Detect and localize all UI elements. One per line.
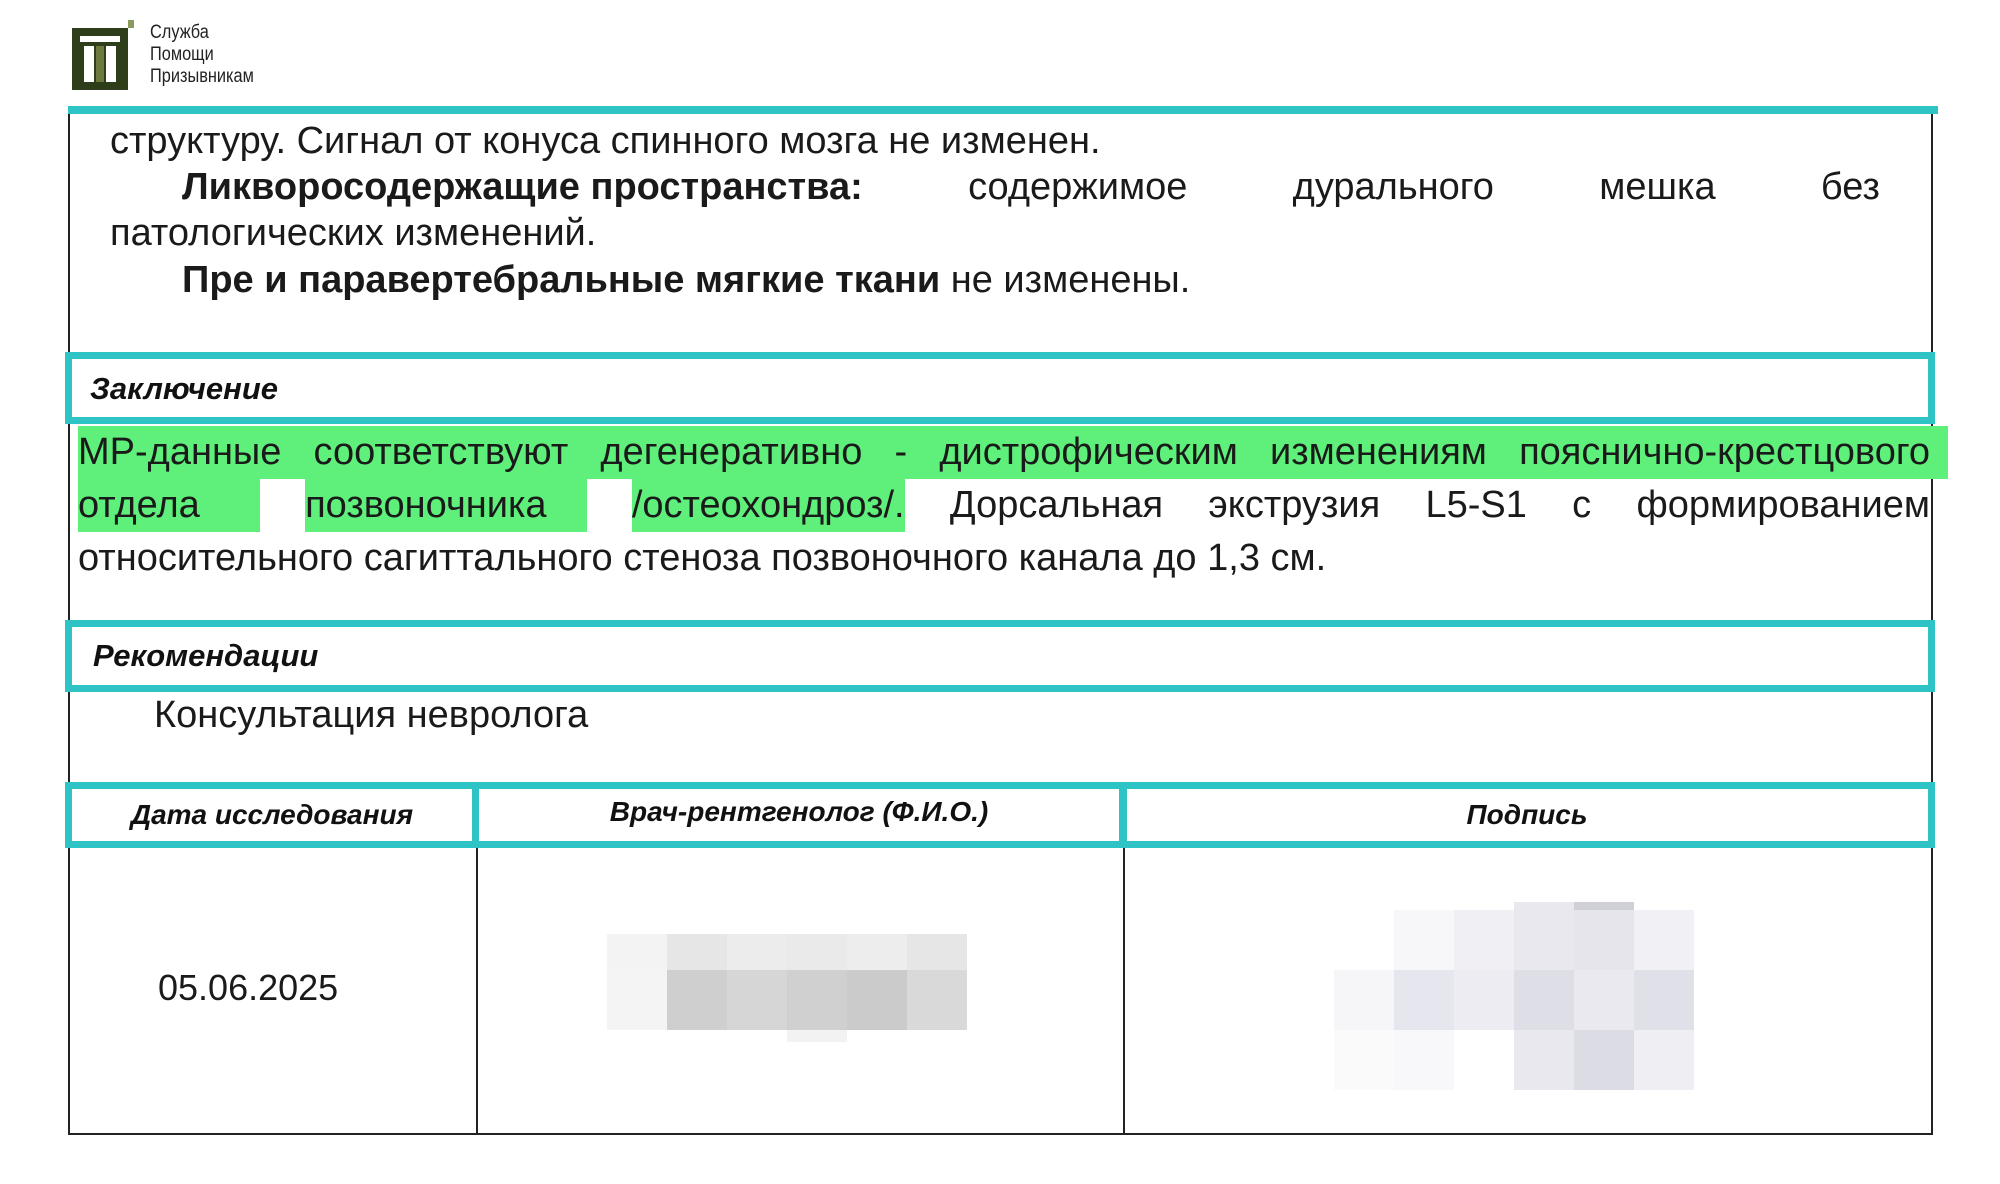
company-logo xyxy=(72,20,302,92)
logo-text xyxy=(150,22,288,88)
logo-line: Служба xyxy=(150,22,209,43)
csf-word: мешка xyxy=(1599,166,1716,208)
top-highlight-border xyxy=(68,106,1938,114)
header-doctor-label: Врач-рентгенолог (Ф.И.О.) xyxy=(609,796,989,827)
csf-label: Ликворосодержащие пространства: xyxy=(182,166,863,208)
table-divider xyxy=(476,848,478,1134)
soft-tissue-label: Пре и паравертебральные мягкие ткани xyxy=(182,259,941,301)
recommendations-text: Консультация невролога xyxy=(154,694,589,736)
conclusion-text xyxy=(78,426,1930,585)
conclusion-title: Заключение xyxy=(90,371,278,406)
doctor-name-redacted xyxy=(607,934,973,1054)
logo-line: Призывникам xyxy=(150,66,254,87)
csf-word: дурального xyxy=(1292,166,1494,208)
findings-line-1: структуру. Сигнал от конуса спинного мозга не изменен. xyxy=(110,120,1101,162)
findings-csf-line-2: патологических изменений. xyxy=(110,212,597,254)
signature-redacted xyxy=(1334,902,1704,1090)
header-date-label: Дата исследования xyxy=(130,799,414,830)
findings-csf-line xyxy=(182,164,1880,210)
conclusion-line-2: отдела позвоночника /остеохондроз/. Дорсальная экструзия L5-S1 с формированием xyxy=(78,479,1930,532)
logo-line: Помощи xyxy=(150,44,214,65)
recommendations-header-box xyxy=(65,620,1935,692)
conclusion-line-1: МР-данные соответствуют дегенеративно - дистрофическим изменениям пояснично-крестцового xyxy=(78,426,1948,479)
table-divider xyxy=(1123,848,1125,1134)
recommendations-title: Рекомендации xyxy=(93,638,319,673)
header-signature-label: Подпись xyxy=(1466,799,1588,830)
conclusion-line-3: относительного сагиттального стеноза позвоночного канала до 1,3 см. xyxy=(78,537,1327,579)
soft-tissue-text: не изменены. xyxy=(940,259,1191,301)
csf-word: без xyxy=(1820,166,1880,208)
logo-mark-icon xyxy=(72,20,134,90)
findings-soft-tissue xyxy=(182,257,1882,303)
study-date: 05.06.2025 xyxy=(158,967,339,1008)
conclusion-header-box xyxy=(65,352,1935,424)
csf-word: содержимое xyxy=(968,166,1188,208)
